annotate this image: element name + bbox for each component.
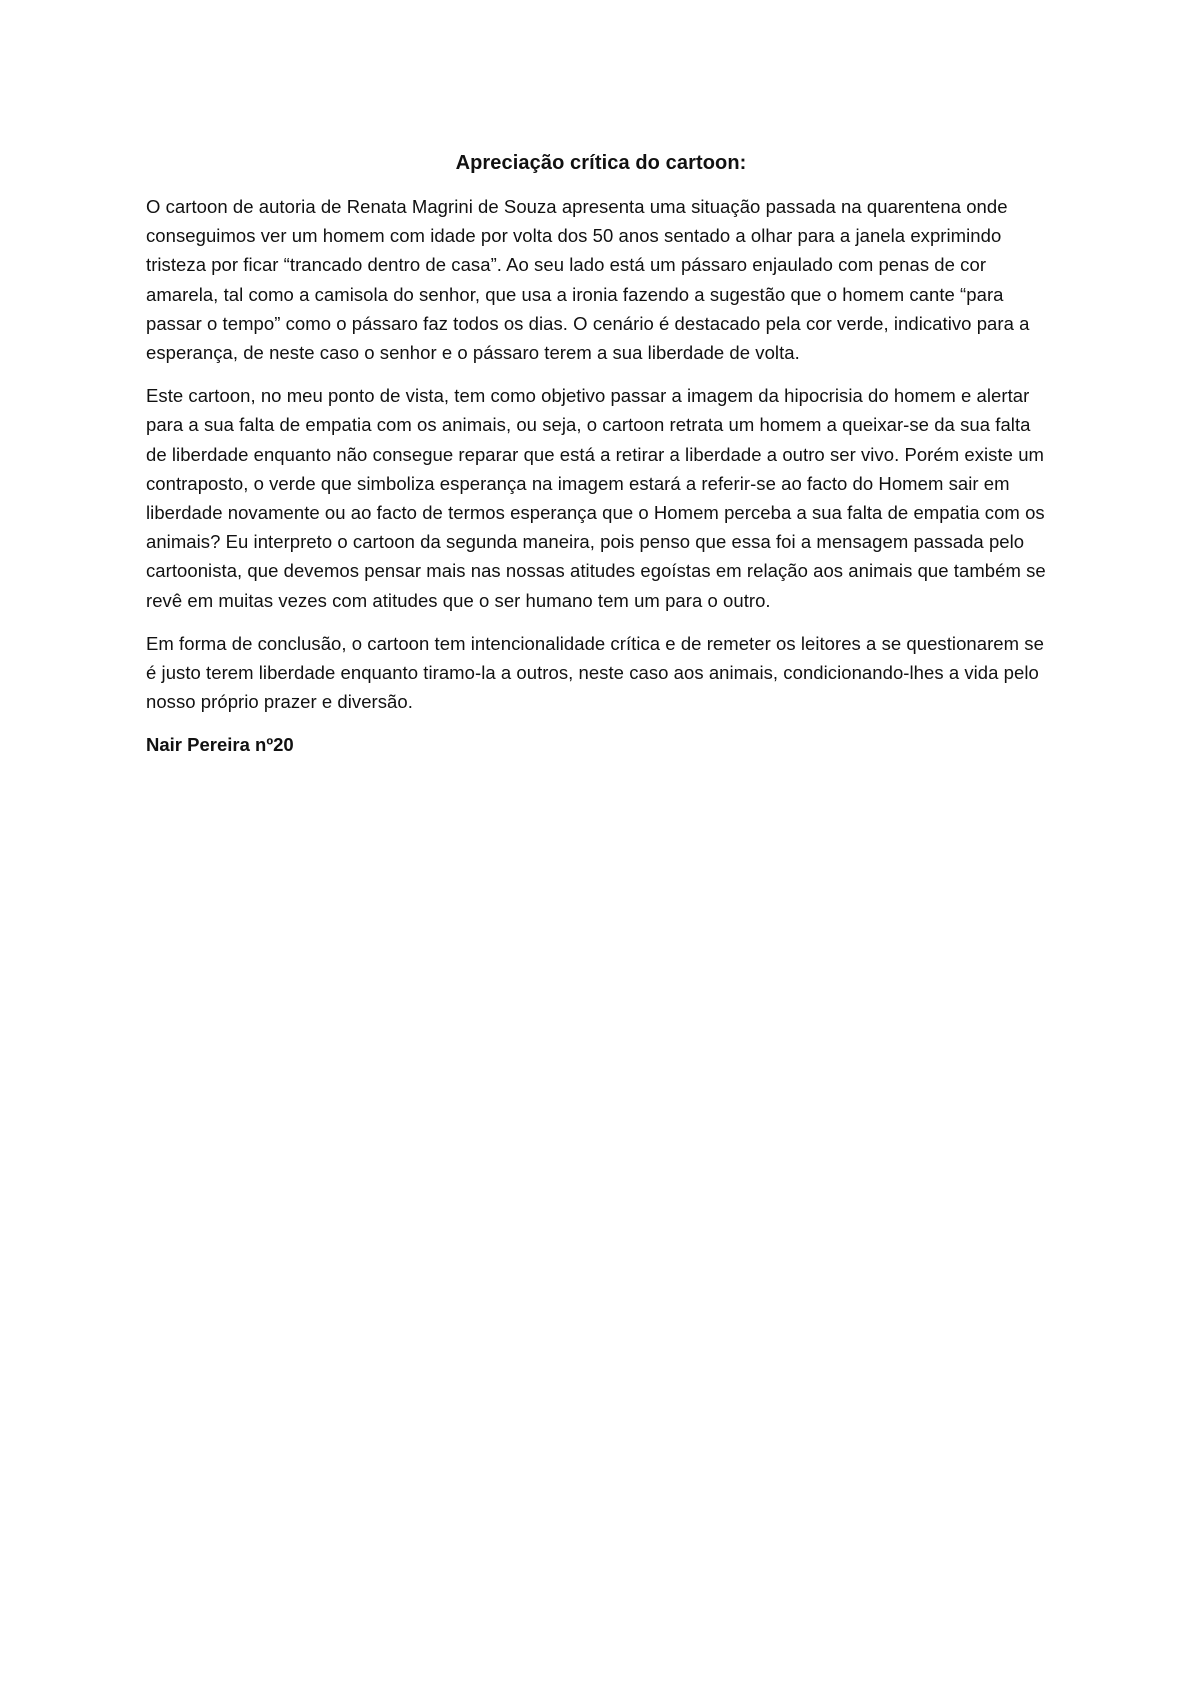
paragraph-description: O cartoon de autoria de Renata Magrini de Souza apresenta uma situação passada na quarentena onde conseguimos ver um homem com idade por volta dos 50 anos sentado a olhar para a janela exprimindo tristeza por ficar “trancado dentro de casa”. Ao seu lado está um pássaro enjaulado com penas de cor amarela, tal como a camisola do senhor, que usa a ironia fazendo a sugestão que o homem cante “para passar o tempo” como o pássaro faz todos os dias. O cenário é destacado pela cor verde, indicativo para a esperança, de neste caso o senhor e o pássaro terem a sua liberdade de volta. xyxy=(146,196,1030,364)
document-body xyxy=(146,148,1056,759)
paragraph-interpretation: Este cartoon, no meu ponto de vista, tem como objetivo passar a imagem da hipocrisia do homem e alertar para a sua falta de empatia com os animais, ou seja, o cartoon retrata um homem a queixar-se da sua falta de liberdade enquanto não consegue reparar que está a retirar a liberdade a outro ser vivo. Porém existe um contraposto, o verde que simboliza esperança na imagem estará a referir-se ao facto do Homem sair em liberdade novamente ou ao facto de termos esperança que o Homem perceba a sua falta de empatia com os animais? Eu interpreto o cartoon da segunda maneira, pois penso que essa foi a mensagem passada pelo cartoonista, que devemos pensar mais nas nossas atitudes egoístas em relação aos animais que também se revê em muitas vezes com atitudes que o ser humano tem um para o outro. xyxy=(146,385,1046,611)
author-signature: Nair Pereira nº20 xyxy=(146,734,294,756)
paragraph-conclusion: Em forma de conclusão, o cartoon tem intencionalidade crítica e de remeter os leitores a se questionarem se é justo terem liberdade enquanto tiramo-la a outros, neste caso aos animais, condicionando-lhes a vida pelo nosso próprio prazer e diversão. xyxy=(146,632,1044,713)
document-title: Apreciação crítica do cartoon: xyxy=(455,152,747,174)
